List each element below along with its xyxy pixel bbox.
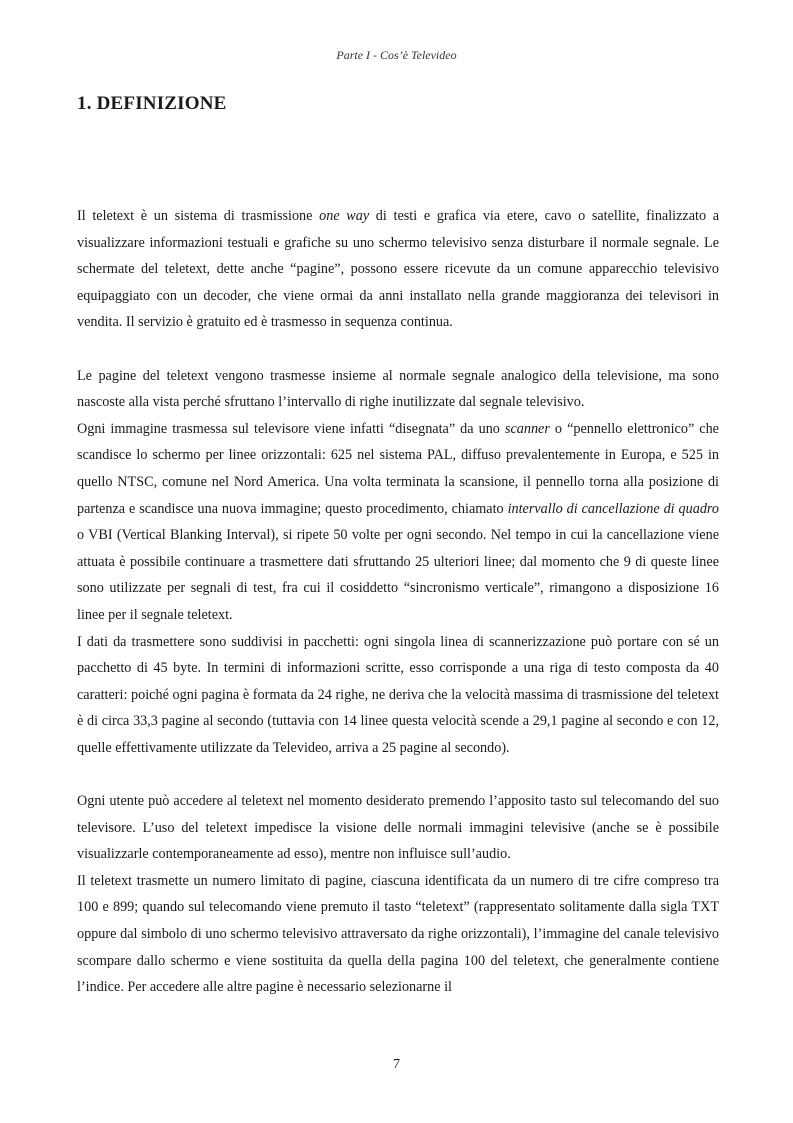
italic-term: scanner [504, 420, 550, 437]
text-run: I dati da trasmettere sono suddivisi in pacchetti: ogni singola linea di scannerizzazione può portare con sé un pacchetto di 45 byte. In termini di informazioni scritte, esso corrisponde a una riga di testo composta da 40 caratteri: poiché ogni pagina è formata da 24 righe, ne deriva che la velocità massima di trasmissione del teletext è di circa 33,3 pagine al secondo (tuttavia con 14 linee questa velocità scende a 29,1 pagine al secondo e con 12, quelle effettivamente utilizzate da Televideo, arriva a 25 pagine al secondo). [77, 633, 719, 756]
section-title: 1. DEFINIZIONE [77, 93, 227, 114]
paragraph [77, 629, 719, 762]
page-number: 7 [393, 1057, 400, 1072]
italic-term: one way [319, 208, 370, 224]
paragraph [77, 788, 719, 868]
paragraph [77, 416, 719, 629]
text-run: di testi e grafica via etere, cavo o satellite, finalizzato a visualizzare informazioni testuali e grafiche su uno schermo televisivo senza disturbare il normale segnale. Le schermate del teletext, dette anche “pagine”, possono essere ricevute da un comune apparecchio televisivo equipaggiato con un decoder, che viene ormai da anni installato nella grande maggioranza dei televisori in vendita. Il servizio è gratuito ed è trasmesso in sequenza continua. [77, 208, 720, 331]
italic-term: intervallo di cancellazione di quadro [507, 500, 720, 517]
text-run: Le pagine del teletext vengono trasmesse insieme al normale segnale analogico della televisione, ma sono nascoste alla vista perché sfruttano l’intervallo di righe inutilizzate dal segnale televisivo. [77, 367, 719, 411]
text-run: Ogni utente può accedere al teletext nel momento desiderato premendo l’apposito tasto sul telecomando del suo televisore. L’uso del teletext impedisce la visione delle normali immagini televisive (anche se è possibile visualizzarle contemporaneamente ad esso), mentre non influisce sull’audio. [77, 793, 719, 863]
paragraph [77, 363, 719, 416]
paragraph [77, 203, 719, 336]
text-run: Il teletext trasmette un numero limitato di pagine, ciascuna identificata da un numero di tre cifre compreso tra 100 e 899; quando sul telecomando viene premuto il tasto “teletext” (rappresentato solitamente dalla sigla TXT oppure dal simbolo di uno schermo televisivo attraversato da righe orizzontali), l’immagine del canale televisivo scompare dallo schermo e viene sostituita da quella della pagina 100 del teletext, che generalmente contiene l’indice. Per accedere alle altre pagine è necessario selezionarne il [77, 872, 719, 996]
body-text [77, 203, 719, 1001]
text-run: o VBI (Vertical Blanking Interval), si ripete 50 volte per ogni secondo. Nel tempo in cui la cancellazione viene attuata è possibile continuare a trasmettere dati sfruttando 25 ulteriori linee; dal momento che 9 di queste linee sono utilizzate per segnali di test, fra cui il cosiddetto “sincronismo verticale”, rimangono a disposizione 16 linee per il segnale teletext. [77, 527, 719, 623]
text-run: o “pennello elettronico” che scandisce lo schermo per linee orizzontali: 625 nel sistema PAL, diffuso prevalentemente in Europa, e 525 in quello NTSC, comune nel Nord America. Una volta terminata la scansione, il pennello torna alla posizione di partenza e scandisce una nuova immagine; questo procedimento, chiamato [77, 420, 719, 517]
text-run: Ogni immagine trasmessa sul televisore viene infatti “disegnata” da uno [77, 420, 505, 437]
text-run: Il teletext è un sistema di trasmissione [77, 208, 320, 224]
paragraph [77, 868, 719, 1001]
running-header: Parte I - Cos’è Televideo [336, 48, 457, 62]
